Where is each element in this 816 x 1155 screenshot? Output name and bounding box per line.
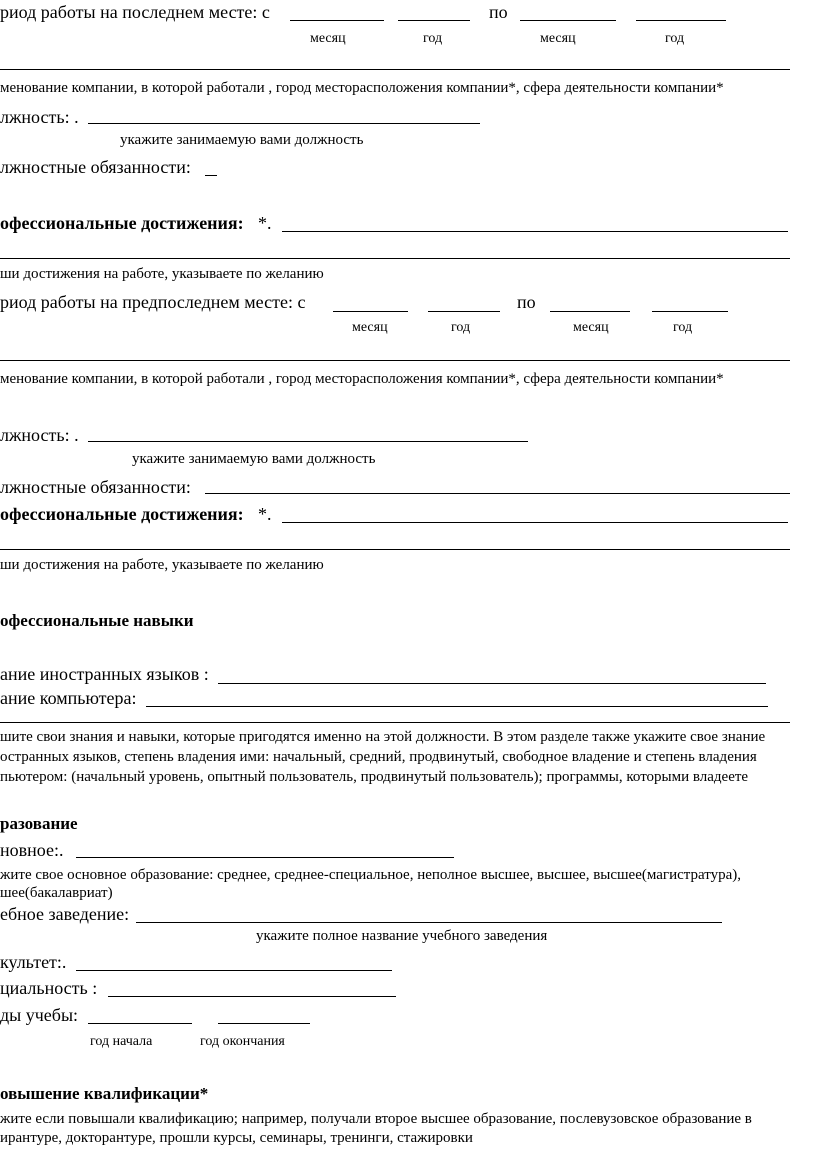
prev-job-duties-label: лжностные обязанности:	[0, 477, 191, 497]
prev-job-to-label: по	[517, 292, 536, 312]
education-basic-hint-line-2: шее(бакалавриат)	[0, 885, 113, 901]
last-job-end-month-caption: месяц	[540, 31, 576, 46]
last-job-to-label: по	[489, 2, 508, 22]
study-years-label: ды учебы:	[0, 1005, 79, 1025]
prev-job-duties-field[interactable]	[205, 493, 790, 494]
prev-job-company-field[interactable]	[0, 360, 790, 361]
institution-field[interactable]	[136, 922, 722, 923]
prev-job-achievements-label: офессиональные достижения:	[0, 504, 244, 524]
languages-label: ание иностранных языков :	[0, 664, 209, 684]
qualification-heading: овышение квалификации*	[0, 1084, 209, 1103]
prev-job-company-hint: менование компании, в которой работали , город месторасположения компании*, сфера деятельности компании*	[0, 371, 724, 387]
education-basic-field[interactable]	[76, 857, 454, 858]
last-job-start-year-field[interactable]	[398, 20, 470, 21]
study-start-year-field[interactable]	[88, 1023, 192, 1024]
computer-field[interactable]	[146, 706, 768, 707]
last-job-end-year-caption: год	[665, 31, 685, 46]
prev-job-achievements-field-2[interactable]	[0, 549, 790, 550]
last-job-period-label: риод работы на последнем месте: с	[0, 2, 270, 22]
prev-job-position-hint: укажите занимаемую вами должность	[132, 451, 376, 467]
faculty-field[interactable]	[76, 970, 392, 971]
skills-hint-line-1: шите свои знания и навыки, которые пригодятся именно на этой должности. В этом разделе также укажите свое знание	[0, 729, 766, 745]
institution-hint: укажите полное название учебного заведения	[256, 928, 548, 944]
skills-heading: офессиональные навыки	[0, 611, 194, 630]
prev-job-end-month-caption: месяц	[573, 320, 609, 335]
last-job-achievements-hint: ши достижения на работе, указываете по желанию	[0, 266, 324, 282]
prev-job-start-month-caption: месяц	[352, 320, 388, 335]
last-job-position-field[interactable]	[88, 123, 480, 124]
last-job-achievements-label: офессиональные достижения:	[0, 213, 244, 233]
languages-field[interactable]	[218, 683, 766, 684]
last-job-end-month-field[interactable]	[520, 20, 616, 21]
education-basic-hint-line-1: жите свое основное образование: среднее, среднее-специальное, неполное высшее, высшее, высшее(магистратура),	[0, 867, 742, 883]
institution-label: ебное заведение:	[0, 904, 130, 924]
last-job-duties-label: лжностные обязанности:	[0, 157, 191, 177]
education-basic-label: новное:.	[0, 840, 64, 860]
prev-job-achievements-hint: ши достижения на работе, указываете по желанию	[0, 557, 324, 573]
last-job-start-year-caption: год	[423, 31, 443, 46]
prev-job-position-label: лжность: .	[0, 425, 79, 445]
last-job-start-month-field[interactable]	[290, 20, 384, 21]
last-job-company-hint: менование компании, в которой работали , город месторасположения компании*, сфера деятельности компании*	[0, 80, 724, 96]
last-job-end-year-field[interactable]	[636, 20, 726, 21]
prev-job-position-field[interactable]	[88, 441, 528, 442]
skills-hint-line-3: пьютером: (начальный уровень, опытный пользователь, продвинутый пользователь); программы, которыми владеете	[0, 769, 749, 785]
last-job-position-label: лжность: .	[0, 107, 79, 127]
last-job-duties-field[interactable]	[205, 175, 217, 176]
study-start-year-caption: год начала	[90, 1034, 153, 1049]
prev-job-start-month-field[interactable]	[333, 311, 408, 312]
prev-job-end-year-field[interactable]	[652, 311, 728, 312]
education-heading: разование	[0, 814, 78, 833]
last-job-start-month-caption: месяц	[310, 31, 346, 46]
qualification-hint-line-1: жите если повышали квалификацию; например, получали второе высшее образование, послевузовское образование в	[0, 1111, 752, 1127]
computer-label: ание компьютера:	[0, 688, 137, 708]
specialty-label: циальность :	[0, 978, 98, 998]
last-job-achievements-field[interactable]	[282, 231, 788, 232]
faculty-label: культет:.	[0, 952, 67, 972]
specialty-field[interactable]	[108, 996, 396, 997]
prev-job-start-year-caption: год	[451, 320, 471, 335]
prev-job-start-year-field[interactable]	[428, 311, 500, 312]
last-job-company-field[interactable]	[0, 69, 790, 70]
prev-job-end-year-caption: год	[673, 320, 693, 335]
study-end-year-field[interactable]	[218, 1023, 310, 1024]
prev-job-achievements-field[interactable]	[282, 522, 788, 523]
last-job-position-hint: укажите занимаемую вами должность	[120, 132, 364, 148]
last-job-achievements-field-2[interactable]	[0, 258, 790, 259]
prev-job-end-month-field[interactable]	[550, 311, 630, 312]
study-end-year-caption: год окончания	[200, 1034, 285, 1049]
qualification-hint-line-2: ирантуре, докторантуре, прошли курсы, семинары, тренинги, стажировки	[0, 1130, 473, 1146]
skills-hint-line-2: остранных языков, степень владения ими: начальный, средний, продвинутый, свободное владение и степень владения	[0, 749, 757, 765]
skills-extra-field[interactable]	[0, 722, 790, 723]
prev-job-period-label: риод работы на предпоследнем месте: с	[0, 292, 306, 312]
